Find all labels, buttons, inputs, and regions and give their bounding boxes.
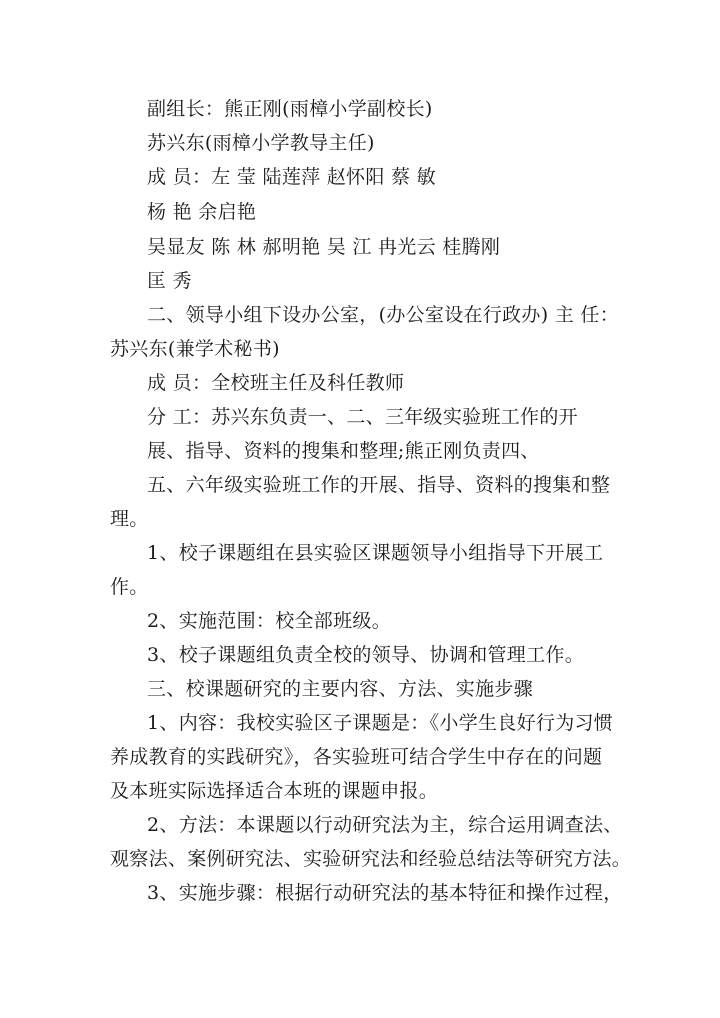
text-line: 3、实施步骤：根据行动研究法的基本特征和操作过程， (147, 882, 623, 904)
text-line: 3、校子课题组负责全校的领导、协调和管理工作。 (147, 644, 584, 666)
text-line: 匡 秀 (147, 270, 192, 292)
text-line: 五、六年级实验班工作的开展、指导、资料的搜集和整 (147, 474, 611, 496)
text-line: 2、方法：本课题以行动研究法为主，综合运用调查法、 (147, 814, 623, 836)
text-line: 作。 (110, 576, 149, 598)
text-line: 杨 艳 余启艳 (147, 201, 257, 223)
text-line: 养成教育的实践研究》，各实验班可结合学生中存在的问题 (110, 746, 603, 768)
text-line: 二、领导小组下设办公室，(办公室设在行政办) 主 任： (147, 304, 620, 326)
text-line: 吴显友 陈 林 郝明艳 吴 江 冉光云 桂腾刚 (147, 236, 501, 258)
text-line: 分 工：苏兴东负责一、二、三年级实验班工作的开 (147, 406, 578, 428)
text-line: 理。 (110, 508, 149, 530)
text-line: 1、校子课题组在县实验区课题领导小组指导下开展工 (147, 542, 604, 564)
text-line: 成 员：全校班主任及科任教师 (147, 372, 405, 394)
text-line: 三、校课题研究的主要内容、方法、实施步骤 (147, 678, 534, 700)
text-line: 及本班实际选择适合本班的课题申报。 (110, 780, 439, 802)
text-line: 1、内容：我校实验区子课题是：《小学生良好行为习惯 (147, 712, 614, 734)
text-line: 2、实施范围：校全部班级。 (147, 610, 391, 632)
text-line: 苏兴东(雨樟小学教导主任) (147, 132, 375, 154)
text-line: 副组长：熊正刚(雨樟小学副校长) (147, 98, 433, 120)
text-line: 观察法、案例研究法、实验研究法和经验总结法等研究方法。 (110, 848, 632, 870)
text-line: 成 员：左 莹 陆莲萍 赵怀阳 蔡 敏 (147, 166, 436, 188)
text-line: 展、指导、资料的搜集和整理;熊正刚负责四、 (147, 440, 540, 462)
text-line: 苏兴东(兼学术秘书) (110, 338, 280, 360)
